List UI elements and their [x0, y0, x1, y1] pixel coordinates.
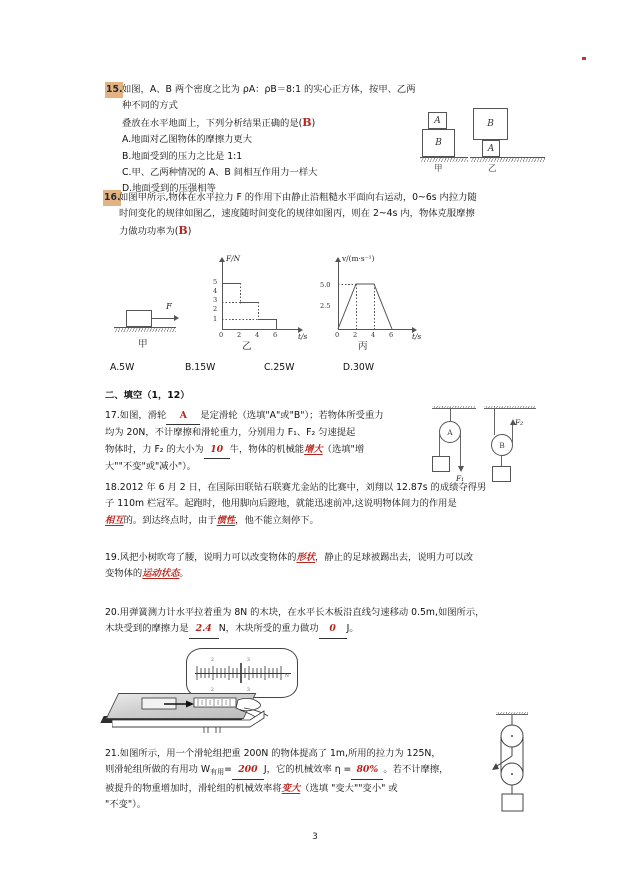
- fvt-step2: [240, 302, 258, 303]
- q16-line-1: 如图甲所示,物体在水平拉力 F 的作用下由静止沿粗糙水平面向右运动，0~6s 内拉力随: [119, 192, 477, 203]
- vvt-xtick-4: 4: [371, 331, 376, 339]
- fvt-drop3: [276, 319, 277, 329]
- q20-seg-2: 木块受到的摩擦力是: [105, 623, 189, 635]
- q16-close-paren: ): [187, 225, 192, 237]
- question-20-figure: [112, 648, 352, 733]
- q15-close-paren: ): [311, 117, 316, 129]
- q18-num: 18.: [105, 482, 120, 493]
- q15-line-2: 叠放在水平地面上，下列分析结果正确的是(: [122, 117, 303, 129]
- fvt-guide2: [222, 302, 240, 303]
- q16-answer-mark: B: [178, 223, 188, 237]
- q19-answer-shape: 形状: [296, 552, 316, 563]
- q20-seg-1: 用弹簧测力计水平拉着重为 8N 的木块，在水平长木板沿直线匀速移动 0.5m,如图所示，: [119, 607, 485, 618]
- fvt-ytick-5: 5: [213, 278, 218, 286]
- fig15-jia-top-block: A: [428, 112, 447, 129]
- q21-answer-trend: 变大: [281, 782, 301, 794]
- q18-seg-1: 2012 年 6 月 2 日，在国际田联钻石联赛尤金站的比赛中，刘翔以 12.87s 的成绩夺得男: [119, 482, 487, 493]
- q21-num: 21.: [105, 748, 120, 759]
- q18-seg-3: 的。到达终点时，由于: [123, 514, 217, 526]
- fvt-ytick-2: 2: [213, 305, 218, 313]
- fvt-ylabel: F/N: [226, 254, 241, 263]
- question-17: [105, 408, 430, 476]
- q16-option-c: C.25W: [263, 362, 295, 373]
- q20-num: 20.: [105, 607, 120, 618]
- q21-seg-5: 。若不计摩擦，: [383, 764, 449, 776]
- q17-seg-6: （选填"增: [322, 443, 365, 455]
- q21-seg-8: "不变"）。: [105, 799, 147, 811]
- q19-period: 。: [179, 568, 189, 580]
- question-20: [105, 605, 530, 639]
- svg-text:3: 3: [247, 658, 250, 663]
- fig15-yi-top-block: B: [473, 108, 508, 140]
- q21-seg-1: 如图所示，用一个滑轮组把重 200N 的物体提高了 1m,所用的拉力为 125N，: [119, 748, 441, 759]
- vvt-ytick-5p0: 5.0: [320, 281, 331, 289]
- fig17-a-rope-left: [439, 432, 440, 456]
- vvt-xtick-6: 6: [389, 331, 394, 339]
- vvt-chart-title: 丙: [358, 341, 368, 352]
- fig17-a-rope-right: [460, 432, 461, 466]
- fvt-xtick-6: 6: [273, 331, 278, 339]
- question-21: [105, 746, 475, 814]
- fig17-b-rope-pull: [512, 424, 513, 446]
- q19-seg-3: 变物体的: [105, 568, 143, 580]
- fig16-jia-block: [126, 310, 152, 327]
- q16-option-b: B.15W: [184, 362, 216, 373]
- q16-option-a: A.5W: [110, 362, 135, 373]
- vvt-drop-t4: [374, 284, 375, 329]
- fig17-a-ceiling: [432, 406, 476, 409]
- fig15-jia-ground: [420, 157, 468, 158]
- fvt-step1: [222, 283, 240, 284]
- fig15-jia-bottom-block: B: [422, 129, 455, 157]
- fvt-drop2: [258, 302, 259, 320]
- q17-seg-1: 如图，滑轮: [119, 410, 167, 421]
- q17-seg-3: 均为 20N，不计摩擦和滑轮重力，分别用力 F₁、F₂ 匀速提起: [105, 427, 356, 439]
- q21-seg-7: （选填 "变大""变小" 或: [300, 782, 398, 794]
- fig17-f2-label: F₂: [515, 418, 524, 427]
- fig20-apparatus-details: [112, 648, 352, 733]
- q17-seg-2: 是定滑轮（选填"A"或"B"）；若物体所受重力: [200, 410, 384, 421]
- svg-text:N: N: [285, 674, 289, 679]
- q19-num: 19.: [105, 552, 120, 563]
- q21-seg-6: 被提升的物重增加时，滑轮组的机械效率将: [105, 782, 282, 794]
- section-heading: 二、填空（1，12）: [105, 390, 190, 401]
- q20-answer-friction: 2.4: [195, 623, 212, 635]
- q20-seg-3: N，木块所受的重力做功: [218, 623, 319, 635]
- fig17-pulley-a: A: [439, 421, 461, 443]
- fvt-ytick-1: 1: [213, 315, 218, 323]
- fig16-jia-label: 甲: [138, 339, 148, 350]
- q21-seg-3: =: [224, 764, 232, 776]
- fig17-f1-label: F₁: [456, 474, 465, 483]
- q17-answer-force: 10: [210, 443, 224, 455]
- fig17-pulley-b: B: [491, 434, 513, 456]
- question-15-stem: [122, 82, 422, 198]
- q21-seg-2: 则滑轮组所做的有用功 W: [105, 764, 211, 776]
- vvt-xlabel: t/s: [412, 332, 422, 341]
- question-16-figures: [108, 254, 428, 363]
- chart-f-vs-t: [204, 254, 314, 352]
- q20-answer-work: 0: [329, 623, 336, 635]
- fig15-yi-label: 乙: [488, 164, 497, 174]
- fvt-xtick-2: 2: [237, 331, 242, 339]
- q21-subscript: 有用: [210, 768, 225, 777]
- question-16-stem: [119, 190, 527, 240]
- q15-option-a: A.地面对乙图物体的摩擦力更大: [122, 134, 253, 146]
- vvt-drop-t2: [356, 284, 357, 329]
- vvt-ylabel: v/(m·s⁻¹): [342, 254, 375, 263]
- fig17-b-hanger: [501, 456, 502, 466]
- fig16-force-arrow-head: [174, 315, 179, 321]
- q20-seg-4: J。: [346, 623, 359, 635]
- vvt-guide-5p0: [338, 284, 356, 285]
- q15-option-c: C.甲、乙两种情况的 A、B 间相互作用力一样大: [122, 167, 318, 179]
- fig16-force-label: F: [166, 302, 172, 312]
- svg-text:2: 2: [211, 658, 214, 663]
- fvt-chart-title: 乙: [242, 341, 252, 352]
- fig17-a-hanger: [450, 409, 451, 421]
- fig17-a-weight: [432, 456, 450, 472]
- q18-seg-4: ，他不能立刻停下。: [235, 514, 319, 526]
- fig16-jia-ground: [114, 327, 176, 328]
- fig17-b-ceiling: [484, 406, 536, 409]
- red-dot-mark: [582, 57, 586, 60]
- q16-line-2: 时间变化的规律如图乙，速度随时间变化的规律如图丙，则在 2~4s 内，物体克服摩擦: [119, 208, 475, 220]
- fvt-xtick-0: 0: [219, 331, 224, 339]
- q18-answer-mutual: 相互: [105, 514, 124, 526]
- chart-v-vs-t: [316, 254, 428, 352]
- fig17-b-rope-fixed: [494, 409, 495, 435]
- fig15-yi-bottom-block: A: [482, 140, 500, 157]
- q21-answer-efficiency: 80%: [356, 764, 379, 776]
- vvt-xtick-2: 2: [353, 331, 358, 339]
- q17-seg-7: 大""不变"或"减小"）。: [105, 461, 197, 473]
- fvt-xtick-4: 4: [255, 331, 260, 339]
- page-number: 3: [312, 832, 318, 842]
- svg-text:2: 2: [211, 688, 214, 693]
- vvt-trapezoid-line: [316, 258, 428, 350]
- fig15-jia-label: 甲: [434, 164, 443, 174]
- fig15-yi-ground: [470, 157, 545, 158]
- q17-num: 17.: [105, 410, 120, 421]
- q17-answer-energy: 增大: [304, 443, 323, 455]
- q15-option-d: D.地面受到的压强相等: [122, 183, 216, 195]
- fvt-ytick-3: 3: [213, 296, 218, 304]
- q17-answer-pulley: A: [179, 410, 187, 421]
- q19-answer-motion: 运动状态: [142, 568, 180, 580]
- q19-seg-2: ，静止的足球被踢出去，说明力可以改: [315, 552, 474, 563]
- q21-seg-4: J，它的机械效率 η =: [263, 764, 352, 776]
- fvt-y-arrow: [219, 257, 225, 262]
- q18-seg-2: 子 110m 栏冠军。起跑时，他用脚向后蹬地，就能迅速前冲,这说明物体间力的作用是: [105, 498, 457, 510]
- q18-answer-inertia: 惯性: [216, 514, 236, 526]
- question-15-figure: [420, 100, 550, 174]
- vvt-ytick-2p5: 2.5: [320, 302, 331, 310]
- svg-text:3: 3: [247, 688, 250, 693]
- question-18: [105, 480, 530, 529]
- fvt-x-axis: [222, 329, 300, 330]
- q16-line-3: 力做功功率为(: [119, 225, 179, 237]
- q15-option-b: B.地面受到的压力之比是 1:1: [122, 150, 243, 162]
- q17-seg-5: 牛，物体的机械能: [229, 443, 305, 455]
- question-19: [105, 550, 530, 583]
- fig17-f1-arrow: [458, 466, 464, 472]
- q19-seg-1: 风把小树吹弯了腰，说明力可以改变物体的: [119, 552, 297, 563]
- q15-answer-mark: B: [302, 115, 312, 129]
- q17-seg-4: 物体时，力 F₂ 的大小为: [105, 443, 204, 455]
- fvt-xlabel: t/s: [298, 332, 308, 341]
- fvt-step3: [258, 319, 276, 320]
- vvt-xtick-0: 0: [335, 331, 340, 339]
- q16-option-d: D.30W: [342, 362, 375, 373]
- question-16-number: 16.: [103, 190, 121, 206]
- q15-line-1: 如图，A、B 两个密度之比为 ρA：ρB＝8:1 的实心正方体，按甲、乙两种不同的方式: [122, 84, 416, 112]
- fvt-guide3: [222, 319, 258, 320]
- q21-answer-useful-work: 200: [238, 764, 258, 776]
- question-15-number: 15.: [105, 82, 123, 98]
- fvt-ytick-4: 4: [213, 287, 218, 295]
- question-16-options: [110, 360, 410, 376]
- question-21-figure: [488, 712, 548, 818]
- fig21-pulley-system: [488, 712, 548, 818]
- fig16-force-arrow-shaft: [152, 318, 176, 319]
